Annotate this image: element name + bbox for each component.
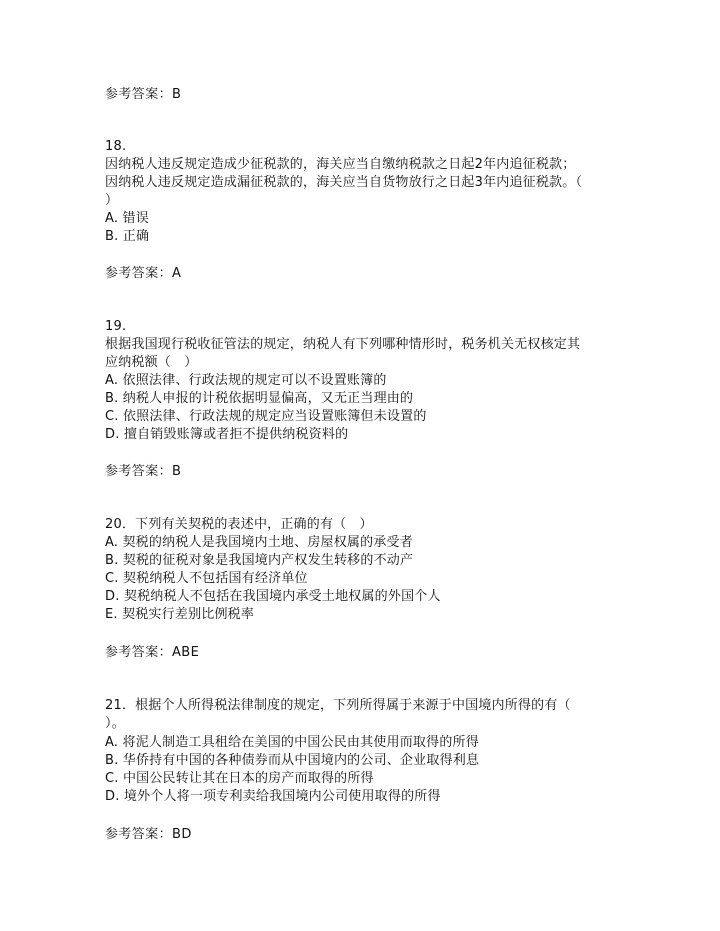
- answer-label: 参考答案：: [105, 266, 173, 281]
- question-20-option-b: B. 契税的征税对象是我国境内产权发生转移的不动产: [105, 553, 414, 568]
- question-18-stem-line-1: 因纳税人违反规定造成少征税款的，海关应当自缴纳税款之日起2年内追征税款；: [105, 157, 576, 172]
- answer-21: [105, 826, 192, 844]
- question-19-option-d: D. 擅自销毁账簿或者拒不提供纳税资料的: [105, 427, 349, 442]
- question-18-option-b: B. 正确: [105, 229, 150, 244]
- answer-label: 参考答案：: [105, 87, 173, 102]
- answer-value: A: [172, 266, 182, 281]
- question-20-option-d: D. 契税纳税人不包括在我国境内承受土地权属的外国个人: [105, 589, 441, 604]
- question-21-option-d: D. 境外个人将一项专利卖给我国境内公司使用取得的所得: [105, 789, 441, 804]
- question-19-option-c: C. 依照法律、行政法规的规定应当设置账簿但未设置的: [105, 409, 427, 424]
- question-19-stem-line-2: 应纳税额（ ）: [105, 355, 198, 370]
- question-19-number: 19.: [105, 319, 127, 334]
- question-21-option-a: A. 将泥人制造工具租给在美国的中国公民由其使用而取得的所得: [105, 735, 479, 750]
- answer-19: [105, 463, 181, 481]
- answer-value: ABE: [172, 645, 200, 660]
- question-18-stem-line-2: 因纳税人违反规定造成漏征税款的，海关应当自货物放行之日起3年内追征税款。（: [105, 175, 583, 190]
- answer-18: [105, 265, 181, 283]
- question-21-stem-line-1: 21．根据个人所得税法律制度的规定，下列所得属于来源于中国境内所得的有（: [105, 698, 571, 713]
- question-20-option-c: C. 契税纳税人不包括国有经济单位: [105, 571, 308, 586]
- answer-label: 参考答案：: [105, 645, 173, 660]
- question-19-stem-line-1: 根据我国现行税收征管法的规定，纳税人有下列哪种情形时，税务机关无权核定其: [105, 337, 581, 352]
- question-21-option-c: C. 中国公民转让其在日本的房产而取得的所得: [105, 771, 374, 786]
- question-20-option-a: A. 契税的纳税人是我国境内土地、房屋权属的承受者: [105, 535, 413, 550]
- answer-value: BD: [172, 827, 192, 842]
- answer-20: [105, 644, 199, 662]
- question-20-stem: 20．下列有关契税的表述中，正确的有（ ）: [105, 517, 373, 532]
- answer-value: B: [172, 87, 182, 102]
- question-21-option-b: B. 华侨持有中国的各种债券而从中国境内的公司、企业取得利息: [105, 753, 480, 768]
- answer-label: 参考答案：: [105, 464, 173, 479]
- question-19-option-a: A. 依照法律、行政法规的规定可以不设置账簿的: [105, 373, 387, 388]
- answer-label: 参考答案：: [105, 827, 173, 842]
- answer-value: B: [172, 464, 182, 479]
- question-21-stem-line-2: ）。: [105, 716, 125, 731]
- question-18-option-a: A. 错误: [105, 211, 149, 226]
- answer-17: [105, 86, 181, 104]
- question-18-number: 18.: [105, 139, 127, 154]
- question-19-option-b: B. 纳税人申报的计税依据明显偏高，又无正当理由的: [105, 391, 414, 406]
- question-20-option-e: E. 契税实行差别比例税率: [105, 607, 255, 622]
- question-18-stem-line-3: ）: [105, 193, 119, 208]
